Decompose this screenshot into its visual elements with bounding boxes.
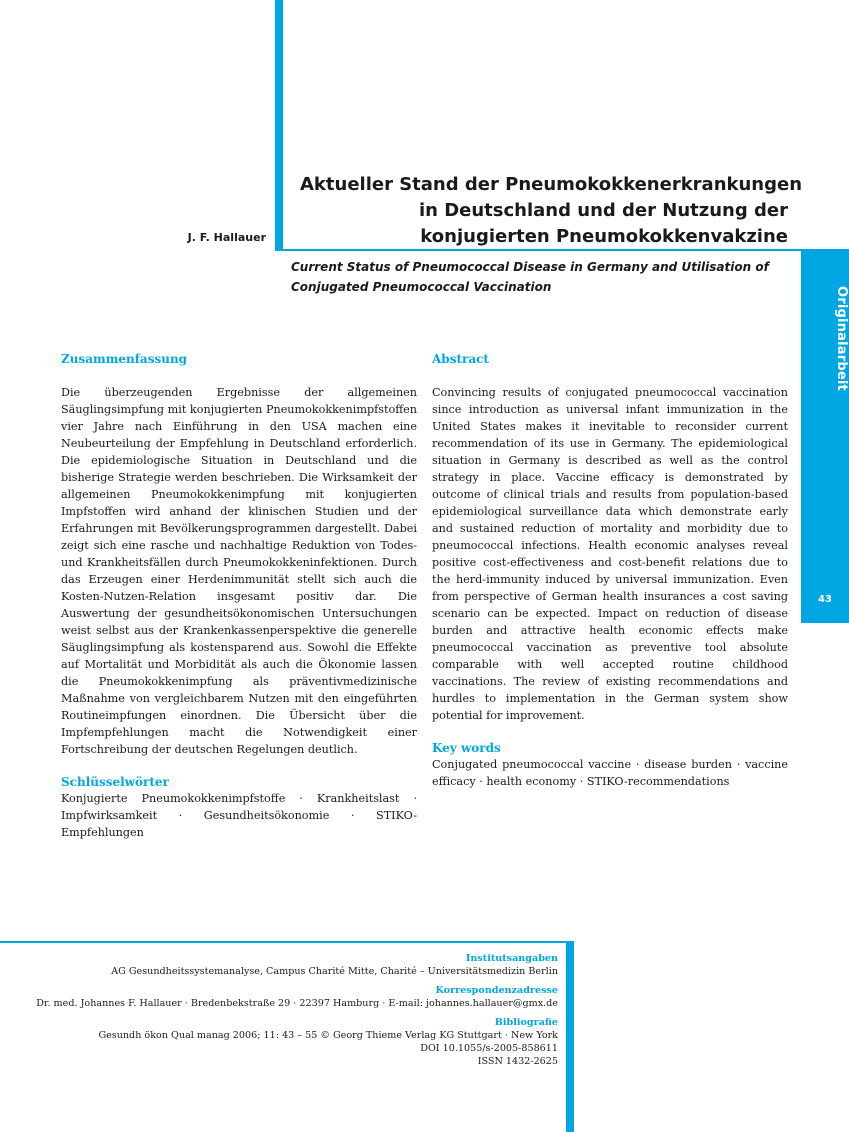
page-number: 43 — [818, 594, 832, 605]
bibliography-line: Gesundh ökon Qual manag 2006; 11: 43 – 55 © Georg Thieme Verlag KG Stuttgart · New York — [98, 1030, 558, 1041]
accent-bar-top — [275, 0, 283, 251]
doi-line: DOI 10.1055/s-2005-858611 — [420, 1043, 558, 1054]
correspondence-heading: Korrespondenzadresse — [435, 985, 558, 996]
zusammenfassung-text: Die überzeugenden Ergebnisse der allgemeinen Säuglingsimpfung mit konjugierten Pneumokokkenimpfstoffen vier Jahre nach Einführung in den USA machen eine Neubeurteilung der Empfehlung in Deutschland erforderlich. Die epidemiologische Situation in Deutschland und die bisherige Strategie werden beschrieben. Die Wirksamkeit der allgemeinen Pneumokokkenimpfung mit konjugierten Impfstoffen wird anhand der klinischen Studien und der Erfahrungen mit Bevölkerungsprogrammen dargestellt. Dabei zeigt sich eine rasche und nachhaltige Reduktion von Todes- und Krankheitsfällen durch Pneumokokkeninfektionen. Durch das Erzeugen einer Herdenimmunität stellt sich auch die Kosten-Nutzen-Relation insgesamt positiv dar. Die Auswertung der gesundheitsökonomischen Untersuchungen weist selbst aus der Krankenkassenperspektive die generelle Säuglingsimpfung als kostensparend aus. Sowohl die Effekte auf Mortalität und Morbidität als auch die Ökonomie lassen die Pneumokokkenimpfung als präventivmedizinische Maßnahme von vergleichbarem Nutzen mit den eingeführten Routineimpfungen einordnen. Die Übersicht über die Impfempfehlungen macht die Notwendigkeit einer Fortschreibung der deutschen Regelungen deutlich. — [61, 386, 417, 756]
abstract-text: Convincing results of conjugated pneumococcal vaccination since introduction as universal infant immunization in the United States makes it inevitable to reconsider current recommendation of its use in Germany. The epidemiological situation in Germany is described as well as the control strategy in place. Vaccine efficacy is demonstrated by outcome of clinical trials and results from population-based epidemiological surveillance data which demonstrate early and sustained reduction of mortality and morbidity due to pneumococcal infections. Health economic analyses reveal positive cost-effectiveness and cost-benefit relations due to the herd-immunity induced by universal immunization. Even from perspective of German health insurances a cost saving scenario can be expected. Impact on reduction of disease burden and attractive health economic effects make pneumococcal vaccination as preventive tool absolute comparable with well accepted routine childhood vaccinations. The review of existing recommendations and hurdles to implementation in the German system show potential for improvement. — [432, 386, 788, 722]
article-title — [300, 172, 803, 250]
abstract-heading: Abstract — [432, 352, 489, 366]
article-type-label: Originalarbeit — [834, 285, 849, 391]
english-title — [291, 257, 791, 297]
english-abstract-column — [432, 351, 788, 790]
bibliography-heading: Bibliografie — [494, 1017, 558, 1028]
title-line: konjugierten Pneumokokkenvakzine — [420, 226, 788, 247]
issn-line: ISSN 1432-2625 — [477, 1056, 558, 1067]
subtitle-line: Conjugated Pneumococcal Vaccination — [291, 280, 552, 294]
schluesselwoerter-text: Konjugierte Pneumokokkenimpfstoffe · Krankheitslast · Impfwirksamkeit · Gesundheitsökonomie · STIKO-Empfehlungen — [61, 792, 417, 839]
footer-rule — [0, 941, 574, 943]
keywords-heading: Key words — [432, 741, 501, 755]
title-line: in Deutschland und der Nutzung der — [418, 200, 788, 221]
article-footer — [18, 952, 558, 1068]
correspondence-text: Dr. med. Johannes F. Hallauer · Bredenbekstraße 29 · 22397 Hamburg · E-mail: johannes.hallauer@gmx.de — [36, 998, 558, 1009]
german-abstract-column — [61, 351, 417, 841]
institute-heading: Institutsangaben — [465, 953, 558, 964]
keywords-text: Conjugated pneumococcal vaccine · disease burden · vaccine efficacy · health economy · STIKO-recommendations — [432, 758, 788, 788]
footer-accent-bar — [566, 941, 574, 1132]
institute-text: AG Gesundheitssystemanalyse, Campus Charité Mitte, Charité – Universitätsmedizin Berlin — [111, 966, 558, 977]
schluesselwoerter-heading: Schlüsselwörter — [61, 775, 169, 789]
title-line: Aktueller Stand der Pneumokokkenerkrankungen — [300, 174, 803, 195]
side-tab — [801, 251, 849, 623]
subtitle-line: Current Status of Pneumococcal Disease in Germany and Utilisation of — [291, 260, 769, 274]
author-name: J. F. Hallauer — [187, 231, 266, 244]
zusammenfassung-heading: Zusammenfassung — [61, 352, 188, 366]
